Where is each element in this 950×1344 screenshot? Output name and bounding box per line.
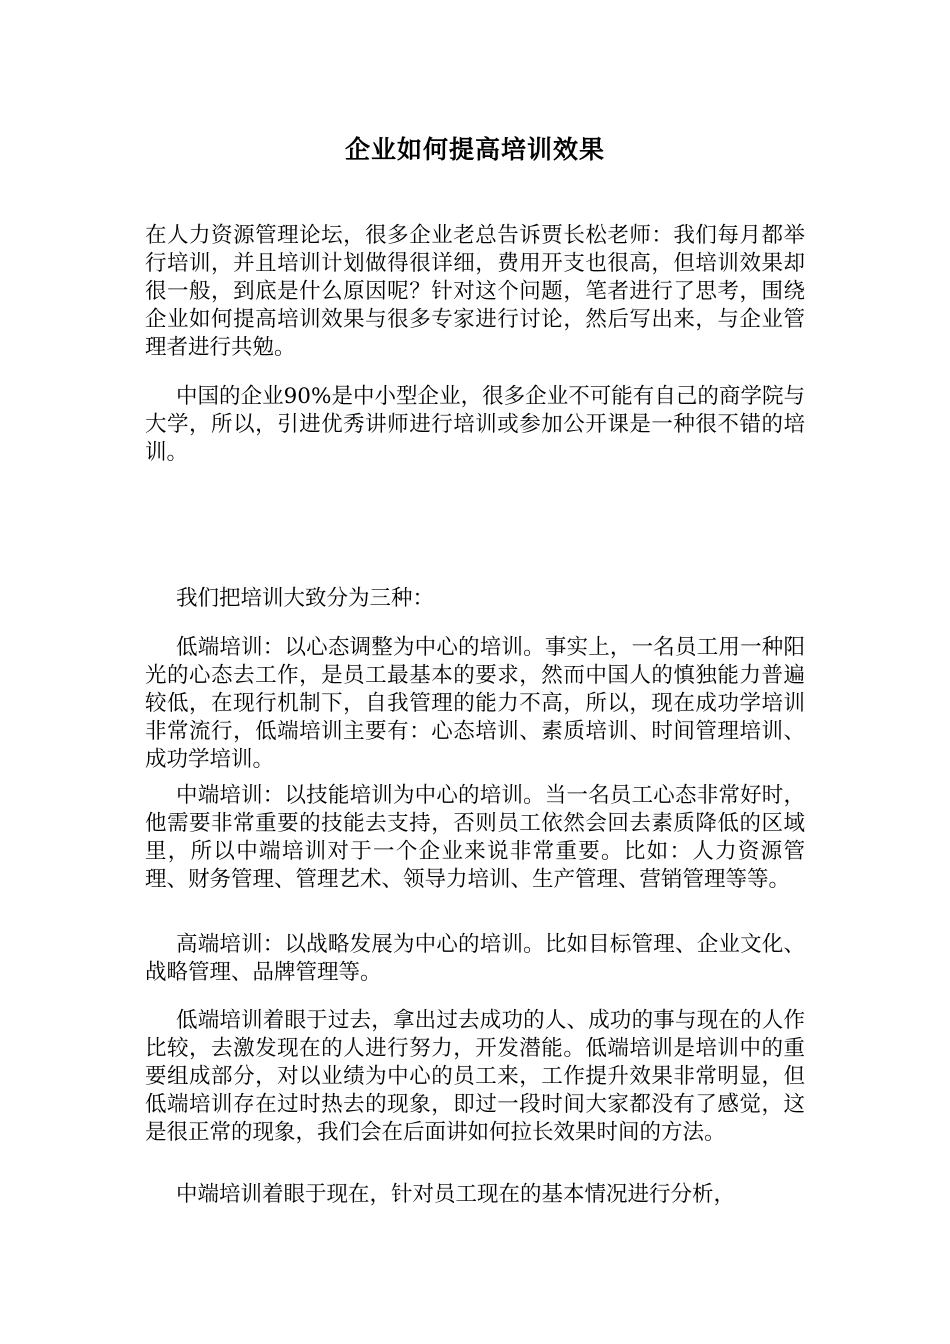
paragraph-three-types: 我们把培训大致分为三种： <box>176 586 435 611</box>
paragraph-intro: 在人力资源管理论坛，很多企业老总告诉贾长松老师：我们每月都举行培训，并且培训计划做得很详细，费用开支也很高，但培训效果却很一般，到底是什么原因呢？针对这个问题，笔者进行了思考，围绕企业如何提高培训效果与很多专家进行讨论，然后写出来，与企业管理者进行共勉。 <box>145 223 805 360</box>
paragraph-low-end-detail: 低端培训着眼于过去，拿出过去成功的人、成功的事与现在的人作比较，去激发现在的人进行努力，开发潜能。低端培训是培训中的重要组成部分，对以业绩为中心的员工来，工作提升效果非常明显，但低端培训存在过时热去的现象，即过一段时间大家都没有了感觉，这是很正常的现象，我们会在后面讲如何拉长效果时间的方法。 <box>145 1008 805 1145</box>
paragraph-mid-end-detail: 中端培训着眼于现在，针对员工现在的基本情况进行分析， <box>176 1182 736 1207</box>
document-title: 企业如何提高培训效果 <box>344 135 605 164</box>
paragraph-high-end: 高端培训：以战略发展为中心的培训。比如目标管理、企业文化、战略管理、品牌管理等。 <box>145 932 805 985</box>
paragraph-mid-end: 中端培训：以技能培训为中心的培训。当一名员工心态非常好时，他需要非常重要的技能去支持，否则员工依然会回去素质降低的区域里，所以中端培训对于一个企业来说非常重要。比如：人力资源管理、财务管理、管理艺术、领导力培训、生产管理、营销管理等等。 <box>145 783 805 892</box>
paragraph-sme: 中国的企业90%是中小型企业，很多企业不可能有自己的商学院与大学，所以，引进优秀讲师进行培训或参加公开课是一种很不错的培训。 <box>145 384 805 465</box>
paragraph-low-end: 低端培训：以心态调整为中心的培训。事实上，一名员工用一种阳光的心态去工作，是员工最基本的要求，然而中国人的慎独能力普遍较低，在现行机制下，自我管理的能力不高，所以，现在成功学培训非常流行，低端培训主要有：心态培训、素质培训、时间管理培训、成功学培训。 <box>145 635 805 772</box>
